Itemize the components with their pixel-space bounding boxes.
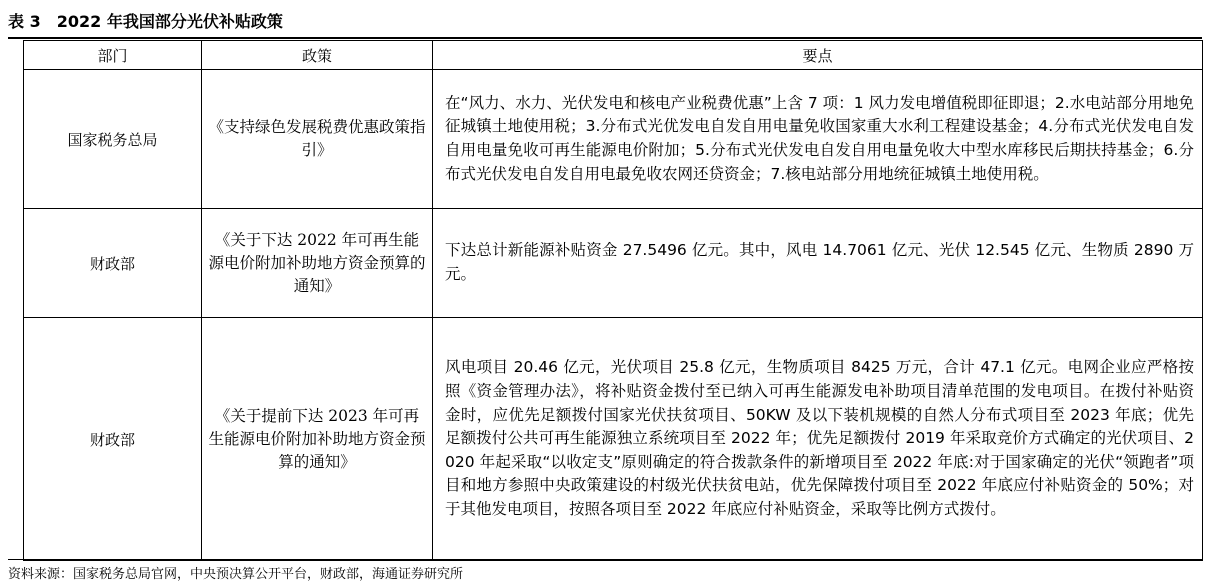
table-header-row — [24, 41, 1203, 70]
department-cell: 财政部 — [24, 209, 202, 318]
table-row — [24, 209, 1203, 318]
policy-cell: 《关于下达 2022 年可再生能源电价附加补助地方资金预算的通知》 — [202, 209, 433, 318]
key-points-cell: 下达总计新能源补贴资金 27.5496 亿元。其中，风电 14.7061 亿元、光伏 12.545 亿元、生物质 2890 万元。 — [433, 209, 1203, 318]
header-policy: 政策 — [202, 41, 433, 70]
header-key-points: 要点 — [433, 41, 1203, 70]
table-row — [24, 318, 1203, 561]
department-cell: 国家税务总局 — [24, 70, 202, 209]
source-note: 资料来源：国家税务总局官网，中央预决算公开平台，财政部，海通证券研究所 — [8, 567, 464, 582]
table-row — [24, 70, 1203, 209]
department-cell: 财政部 — [24, 318, 202, 561]
table-caption — [8, 9, 283, 35]
key-points-cell: 风电项目 20.46 亿元，光伏项目 25.8 亿元，生物质项目 8425 万元，合计 47.1 亿元。电网企业应严格按照《资金管理办法》，将补贴资金拨付至已纳入可再生能源发电补助项目清单范围的发电项目。在拨付补贴资金时，应优先足额拨付国家光伏扶贫项目、50KW 及以下装机规模的自然人分布式项目至 2023 年底；优先足额拨付公共可再生能源独立系统项目至 2022 年；优先足额拨付 2019 年采取竞价方式确定的光伏项目、2020 年起采取“以收定支”原则确定的符合拨款条件的新增项目至 2022 年底:对于国家确定的光伏“领跑者”项目和地方参照中央政策建设的村级光伏扶贫电站，优先保障拨付项目至 2022 年底应付补贴资金的 50%；对于其他发电项目，按照各项目至 2022 年底应付补贴资金，采取等比例方式拨付。 — [433, 318, 1203, 561]
table-bottom-rule — [8, 559, 1202, 560]
table-title: 2022 年我国部分光伏补贴政策 — [56, 12, 283, 31]
header-department: 部门 — [24, 41, 202, 70]
key-points-cell: 在“风力、水力、光伏发电和核电产业税费优惠”上含 7 项：1 风力发电增值税即征即退；2.水电站部分用地免征城镇土地使用税；3.分布式光优发电自发自用电量免收国家重大水利工程建设基金；4.分布式光伏发电自发自用电量免收可再生能源电价附加；5.分布式光伏发电自发自用电量免收大中型水库移民后期扶持基金；6.分布式光伏发电自发自用电最免收农网还贷资金；7.核电站部分用地统征城镇土地使用税。 — [433, 70, 1203, 209]
policy-cell: 《关于提前下达 2023 年可再生能源电价附加补助地方资金预算的通知》 — [202, 318, 433, 561]
policy-cell: 《支持绿色发展税费优惠政策指引》 — [202, 70, 433, 209]
caption-rule — [8, 37, 1202, 39]
table-number: 表 3 — [8, 12, 41, 31]
policy-table — [23, 40, 1203, 561]
